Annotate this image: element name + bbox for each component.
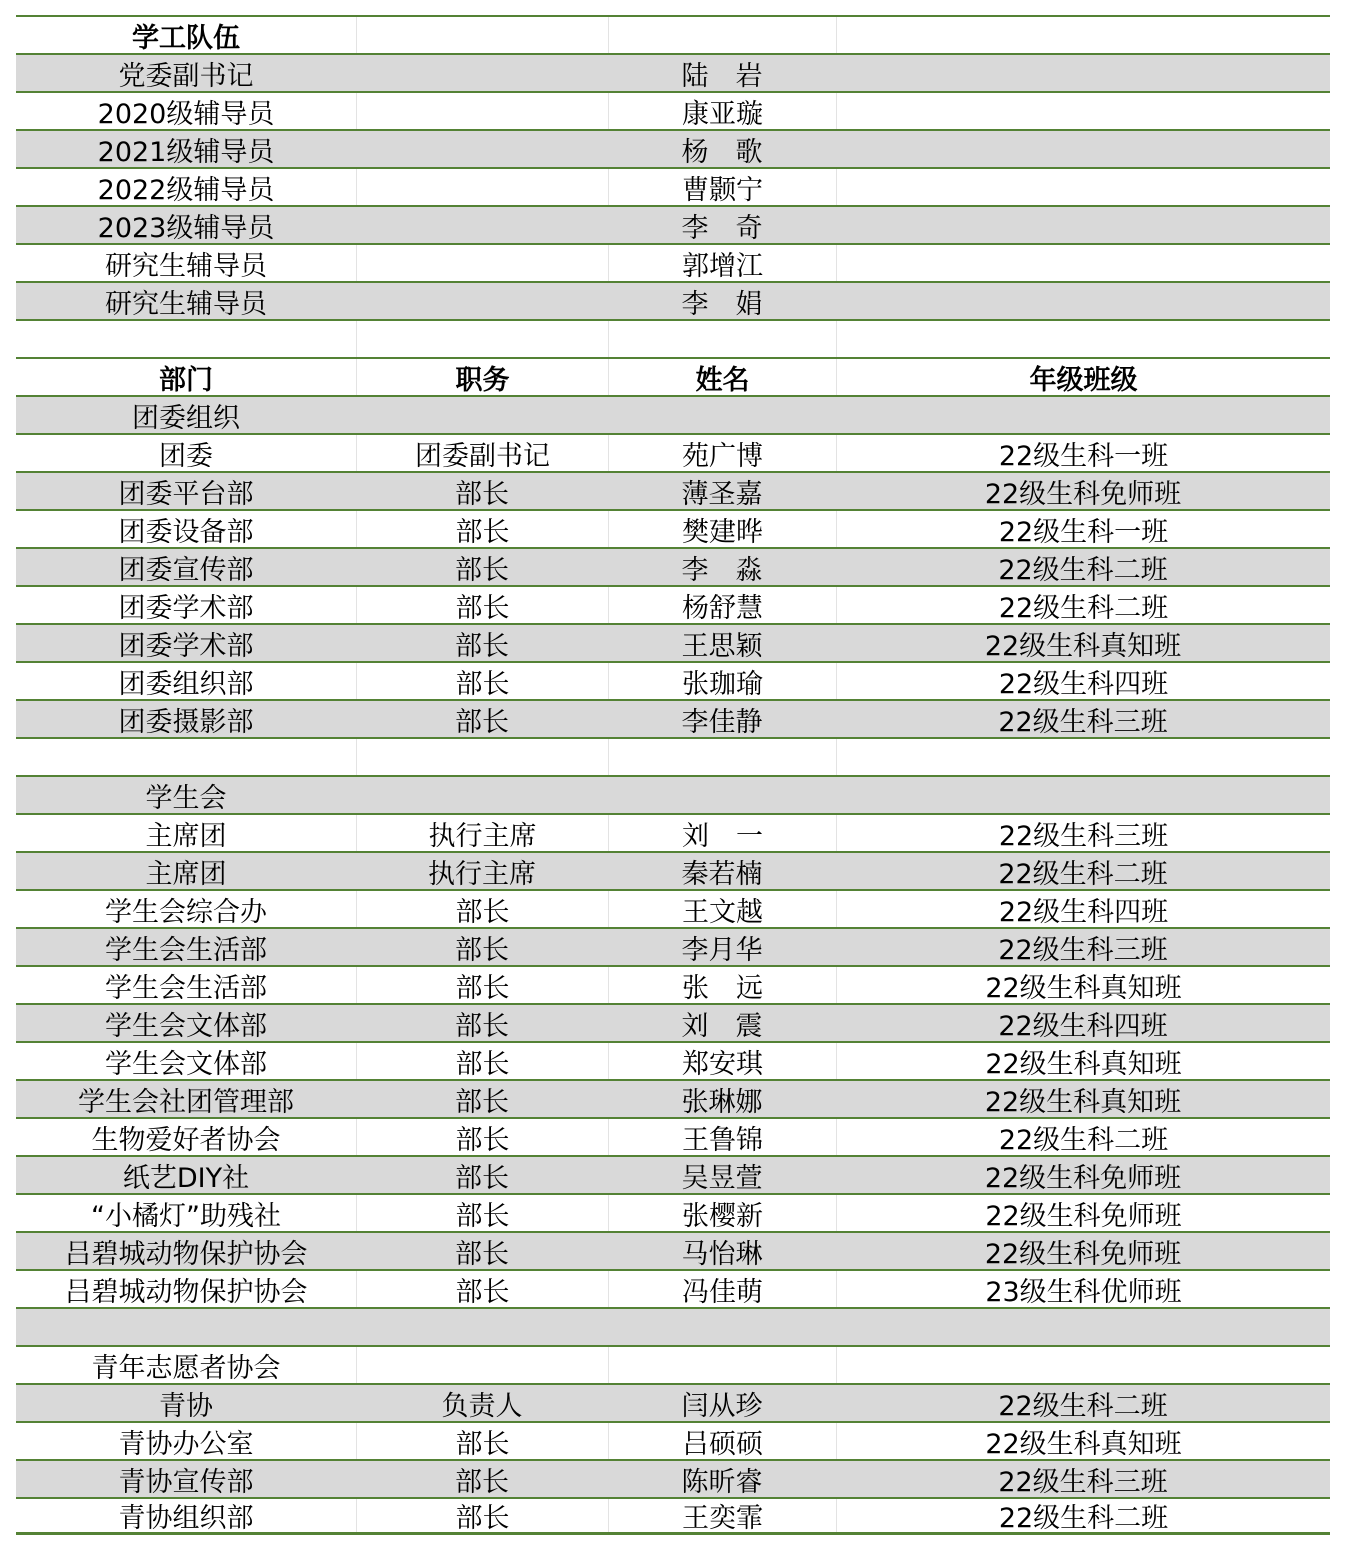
staff-name: 康亚璇 [608, 93, 836, 129]
cell-position: 部长 [356, 967, 608, 1003]
cell-position: 部长 [356, 587, 608, 623]
table-row [16, 1269, 1330, 1307]
cell-class: 22级生科真知班 [836, 967, 1330, 1003]
cell-dept: 团委 [159, 440, 213, 472]
cell-name: 刘 震 [681, 1010, 763, 1042]
header-dept: 部门 [159, 364, 213, 396]
blank-row [16, 1307, 1330, 1345]
table-row [16, 1231, 1330, 1269]
cell-dept: 青协宣传部 [118, 1466, 254, 1498]
cell-position: 负责人 [441, 1390, 523, 1422]
cell-dept: 学生会文体部 [105, 1048, 267, 1080]
table-row [16, 1041, 1330, 1079]
cell-dept: 青协办公室 [118, 1428, 254, 1460]
staff-role: 党委副书记 [118, 60, 254, 92]
cell-class: 22级生科免师班 [984, 1238, 1182, 1270]
table-row [16, 1193, 1330, 1231]
cell-dept: 团委学术部 [118, 630, 254, 662]
staff-role: 研究生辅导员 [105, 250, 267, 282]
cell-position: 部长 [455, 1010, 509, 1042]
cell-name: 李佳静 [681, 706, 763, 738]
empty-cell [608, 17, 836, 53]
cell-dept: 学生会生活部 [105, 972, 267, 1004]
staff-name: 郭增江 [608, 245, 836, 281]
cell-class: 22级生科四班 [998, 1010, 1168, 1042]
section-title-row [16, 775, 1330, 813]
staff-name: 陆 岩 [681, 60, 763, 92]
staff-row [16, 91, 1330, 129]
cell-position: 部长 [455, 554, 509, 586]
table-row [16, 1421, 1330, 1459]
cell-dept: 纸艺DIY社 [122, 1162, 250, 1194]
cell-name: 张 远 [608, 967, 836, 1003]
cell-name: 张珈瑜 [608, 663, 836, 699]
cell-class: 22级生科免师班 [984, 1162, 1182, 1194]
cell-name: 郑安琪 [608, 1043, 836, 1079]
blank-row [16, 737, 1330, 775]
table-row [16, 889, 1330, 927]
cell-position: 部长 [356, 1195, 608, 1231]
cell-class: 22级生科二班 [998, 1390, 1168, 1422]
cell-class: 22级生科真知班 [836, 1423, 1330, 1459]
cell-class: 23级生科优师班 [836, 1271, 1330, 1307]
cell-position: 执行主席 [428, 858, 536, 890]
cell-name: 王鲁锦 [608, 1119, 836, 1155]
empty-cell [356, 17, 608, 53]
cell-dept: 青协组织部 [118, 1503, 254, 1534]
staff-name: 李 奇 [681, 212, 763, 244]
table-row [16, 471, 1330, 509]
staff-row [16, 53, 1330, 91]
staff-name: 李 娟 [681, 288, 763, 320]
cell-position: 部长 [356, 1271, 608, 1307]
staff-role: 2022级辅导员 [97, 174, 275, 206]
cell-dept: 团委宣传部 [118, 554, 254, 586]
cell-position: 部长 [455, 478, 509, 510]
cell-class: 22级生科三班 [998, 1466, 1168, 1498]
table-row [16, 1117, 1330, 1155]
cell-name: 李月华 [681, 934, 763, 966]
cell-class: 22级生科三班 [998, 706, 1168, 738]
cell-class: 22级生科二班 [836, 1499, 1330, 1532]
staff-row [16, 205, 1330, 243]
section-title: 青年志愿者协会 [91, 1352, 281, 1384]
staff-role: 2023级辅导员 [97, 212, 275, 244]
section-title: 团委组织 [132, 402, 240, 434]
table-row [16, 585, 1330, 623]
cell-name: 刘 一 [608, 815, 836, 851]
cell-position: 部长 [356, 511, 608, 547]
cell-dept: 团委组织部 [118, 668, 254, 700]
table-row [16, 813, 1330, 851]
cell-position: 部长 [455, 1466, 509, 1498]
cell-dept: 学生会文体部 [105, 1010, 267, 1042]
cell-dept: 吕碧城动物保护协会 [64, 1276, 308, 1308]
cell-name: 闫从珍 [681, 1390, 763, 1422]
staff-title: 学工队伍 [132, 22, 240, 54]
cell-position: 部长 [356, 1043, 608, 1079]
cell-dept: 学生会社团管理部 [78, 1086, 294, 1118]
table-header [16, 357, 1330, 395]
cell-position: 部长 [356, 1499, 608, 1532]
cell-name: 张樱新 [608, 1195, 836, 1231]
table-row [16, 1459, 1330, 1497]
cell-name: 吕硕硕 [608, 1423, 836, 1459]
staff-name: 杨 歌 [681, 136, 763, 168]
header-class: 年级班级 [836, 359, 1330, 395]
table-row [16, 509, 1330, 547]
cell-position: 团委副书记 [356, 435, 608, 471]
table-row [16, 927, 1330, 965]
cell-position: 执行主席 [356, 815, 608, 851]
table-row [16, 1079, 1330, 1117]
spreadsheet [16, 15, 1330, 1535]
empty-cell [836, 17, 1330, 53]
cell-name: 李 淼 [681, 554, 763, 586]
cell-position: 部长 [356, 1423, 608, 1459]
section-title-row [16, 395, 1330, 433]
cell-name: 冯佳萌 [608, 1271, 836, 1307]
staff-row [16, 281, 1330, 319]
cell-name: 薄圣嘉 [681, 478, 763, 510]
cell-name: 樊建晔 [608, 511, 836, 547]
cell-position: 部长 [455, 1162, 509, 1194]
staff-role: 2021级辅导员 [97, 136, 275, 168]
cell-dept: “小橘灯”助残社 [91, 1200, 281, 1232]
staff-row [16, 243, 1330, 281]
cell-name: 杨舒慧 [608, 587, 836, 623]
staff-row [16, 167, 1330, 205]
table-row [16, 965, 1330, 1003]
cell-class: 22级生科真知班 [836, 1043, 1330, 1079]
cell-class: 22级生科四班 [836, 891, 1330, 927]
section-title-row [16, 1345, 1330, 1383]
table-row [16, 547, 1330, 585]
table-row [16, 623, 1330, 661]
cell-dept: 团委平台部 [118, 478, 254, 510]
staff-name: 曹颢宁 [608, 169, 836, 205]
cell-position: 部长 [356, 891, 608, 927]
table-row [16, 433, 1330, 471]
cell-dept: 团委学术部 [118, 592, 254, 624]
staff-role: 研究生辅导员 [105, 288, 267, 320]
cell-name: 王文越 [608, 891, 836, 927]
cell-class: 22级生科三班 [836, 815, 1330, 851]
cell-class: 22级生科二班 [998, 554, 1168, 586]
header-name: 姓名 [608, 359, 836, 395]
staff-role: 2020级辅导员 [97, 98, 275, 130]
cell-position: 部长 [455, 1086, 509, 1118]
section-title: 学生会 [145, 782, 227, 814]
cell-class: 22级生科二班 [836, 1119, 1330, 1155]
cell-name: 张琳娜 [681, 1086, 763, 1118]
cell-name: 陈昕睿 [681, 1466, 763, 1498]
blank-row [16, 319, 1330, 357]
cell-dept: 主席团 [145, 820, 227, 852]
cell-dept: 团委摄影部 [118, 706, 254, 738]
cell-dept: 吕碧城动物保护协会 [64, 1238, 308, 1270]
cell-dept: 学生会生活部 [105, 934, 267, 966]
table-row [16, 851, 1330, 889]
staff-row [16, 129, 1330, 167]
cell-class: 22级生科一班 [836, 511, 1330, 547]
cell-position: 部长 [356, 1119, 608, 1155]
staff-title-row [16, 15, 1330, 53]
cell-name: 马怡琳 [681, 1238, 763, 1270]
cell-name: 秦若楠 [681, 858, 763, 890]
cell-class: 22级生科四班 [836, 663, 1330, 699]
cell-class: 22级生科免师班 [984, 478, 1182, 510]
cell-class: 22级生科二班 [836, 587, 1330, 623]
table-row [16, 1383, 1330, 1421]
table-row [16, 1155, 1330, 1193]
table-row [16, 1497, 1330, 1535]
cell-class: 22级生科免师班 [836, 1195, 1330, 1231]
table-row [16, 699, 1330, 737]
cell-class: 22级生科一班 [836, 435, 1330, 471]
cell-name: 王思颖 [681, 630, 763, 662]
cell-dept: 学生会综合办 [105, 896, 267, 928]
cell-name: 苑广博 [608, 435, 836, 471]
cell-name: 王奕霏 [608, 1499, 836, 1532]
cell-dept: 主席团 [145, 858, 227, 890]
cell-name: 吴昱萱 [681, 1162, 763, 1194]
table-row [16, 661, 1330, 699]
header-position: 职务 [356, 359, 608, 395]
cell-class: 22级生科三班 [998, 934, 1168, 966]
cell-dept: 青协 [159, 1390, 213, 1422]
cell-position: 部长 [455, 934, 509, 966]
sections-container [16, 395, 1330, 1535]
cell-position: 部长 [455, 706, 509, 738]
cell-class: 22级生科真知班 [984, 1086, 1182, 1118]
cell-position: 部长 [455, 630, 509, 662]
cell-position: 部长 [455, 1238, 509, 1270]
cell-dept: 团委设备部 [118, 516, 254, 548]
cell-class: 22级生科二班 [998, 858, 1168, 890]
cell-class: 22级生科真知班 [984, 630, 1182, 662]
table-row [16, 1003, 1330, 1041]
cell-position: 部长 [356, 663, 608, 699]
cell-dept: 生物爱好者协会 [91, 1124, 281, 1156]
